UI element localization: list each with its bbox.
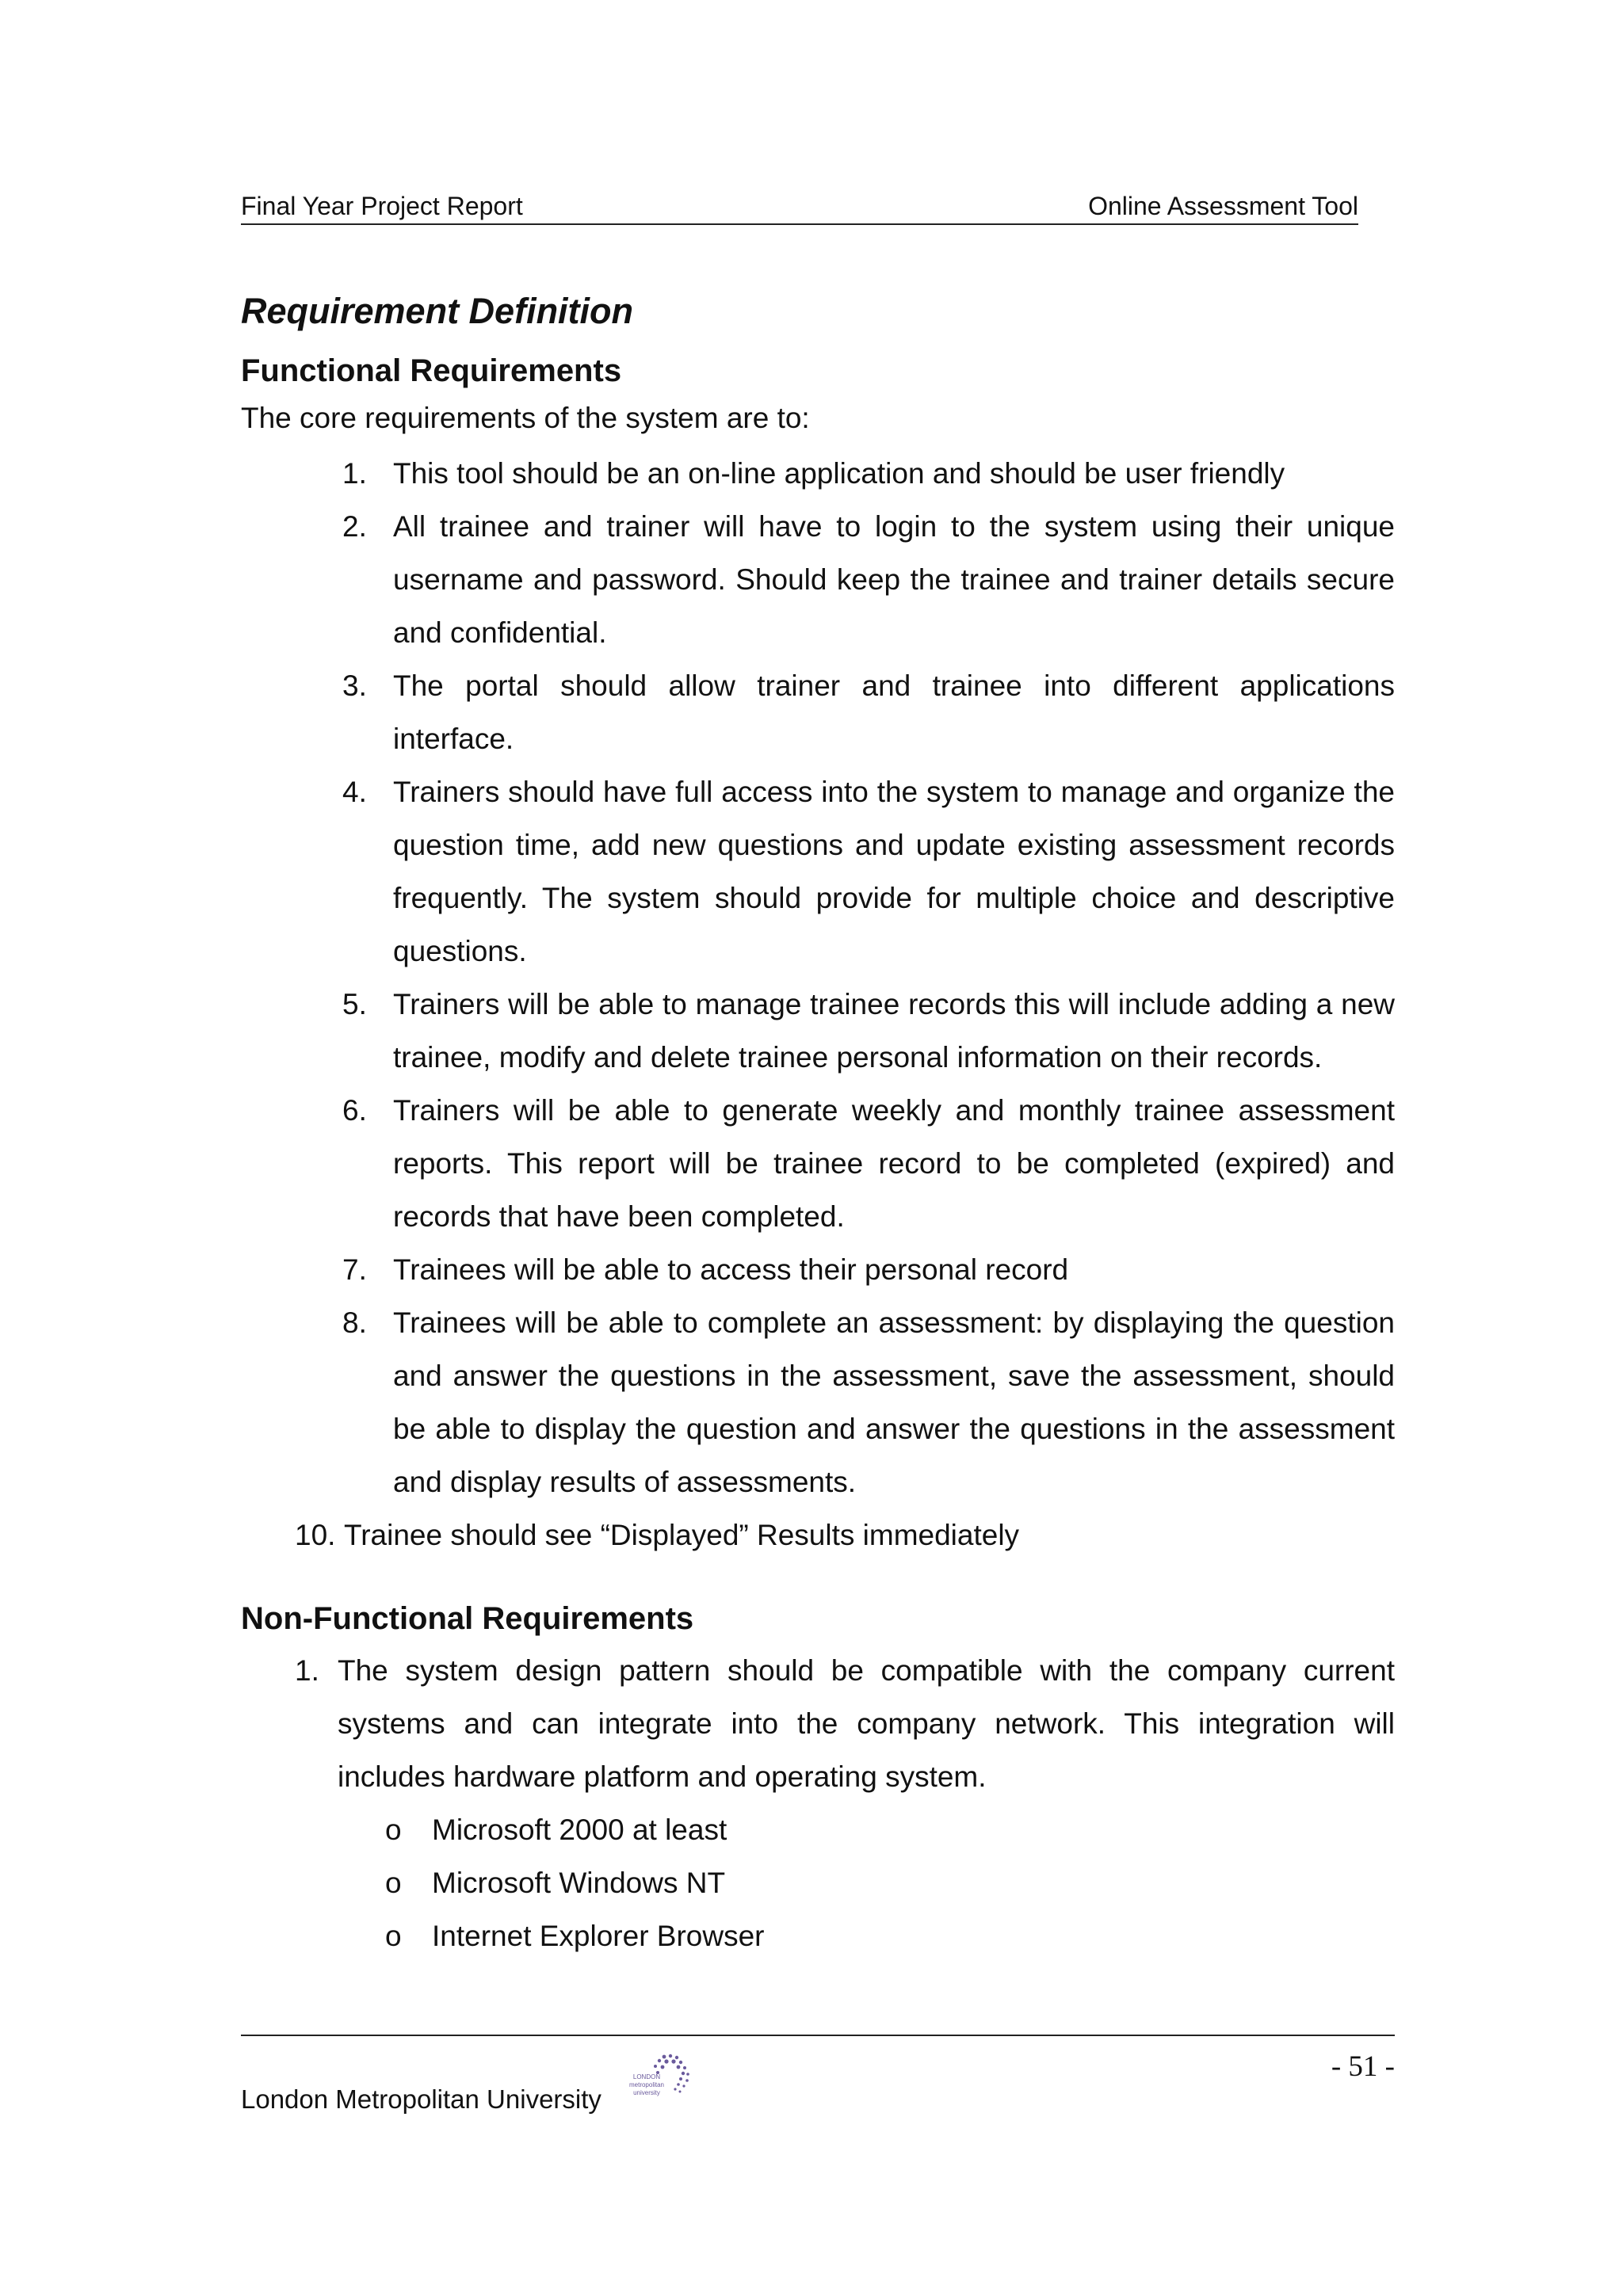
list-item-number: 3. — [342, 669, 367, 702]
list-item-text: All trainee and trainer will have to login to the system using their unique username and password. Should keep the trainee and trainer details secure and confidential. — [393, 510, 1395, 649]
list-item-number: 1. — [295, 1654, 319, 1687]
list-item-number: 8. — [342, 1306, 367, 1339]
functional-intro: The core requirements of the system are to: — [241, 402, 810, 434]
list-item-text: Trainees will be able to complete an assessment: by displaying the question and answer the questions in the assessment, save the assessment, should be able to display the question and answer the questions in the assessment and display results of assessments. — [393, 1306, 1395, 1498]
list-item-number: 1. — [342, 457, 367, 490]
list-item-number: 6. — [342, 1094, 367, 1127]
sublist-item — [241, 1909, 1395, 1962]
bullet-marker: o — [385, 1867, 402, 1899]
list-item-text: Trainee should see “Displayed” Results immediately — [344, 1519, 1020, 1551]
bullet-marker: o — [385, 1814, 402, 1846]
non-functional-requirements-title: Non-Functional Requirements — [241, 1601, 694, 1636]
list-item-number: 2. — [342, 510, 367, 543]
list-item-text: This tool should be an on-line application and should be user friendly — [393, 457, 1285, 490]
logo-text-university: university — [633, 2089, 660, 2096]
functional-requirements-list — [241, 447, 1395, 1562]
list-item-number: 10. — [295, 1519, 336, 1551]
list-item — [241, 1296, 1395, 1508]
section-title: Requirement Definition — [241, 291, 634, 331]
list-item-text: The system design pattern should be compatible with the company current systems and can integrate into the company network. This integration will includes hardware platform and operating system. — [338, 1654, 1395, 1793]
section-spacer — [241, 1562, 1395, 1593]
header-right-title: Online Assessment Tool — [1088, 192, 1358, 220]
sublist-item — [241, 1803, 1395, 1856]
list-item — [241, 1084, 1395, 1243]
non-functional-requirements-list — [241, 1644, 1395, 1803]
sublist-item-text: Microsoft 2000 at least — [432, 1814, 727, 1846]
list-item-number: 4. — [342, 776, 367, 808]
list-item-number: 7. — [342, 1253, 367, 1286]
bullet-marker: o — [385, 1920, 402, 1952]
list-item — [241, 978, 1395, 1084]
university-logo-icon — [610, 2052, 697, 2107]
list-item — [241, 1644, 1395, 1803]
sublist-item-text: Microsoft Windows NT — [432, 1867, 726, 1899]
header-left-title: Final Year Project Report — [241, 192, 523, 220]
footer-divider — [241, 2035, 1395, 2036]
list-item-text: Trainers will be able to manage trainee records this will include adding a new trainee, modify and delete trainee personal information on their records. — [393, 988, 1395, 1074]
footer-university-name: London Metropolitan University — [241, 2084, 601, 2114]
list-item — [241, 500, 1395, 659]
platform-sublist — [241, 1803, 1395, 1962]
list-item-text: The portal should allow trainer and trainee into different applications interface. — [393, 669, 1395, 755]
list-item-text: Trainers should have full access into the system to manage and organize the question time, add new questions and update existing assessment records frequently. The system should provide for multiple choice and descriptive questions. — [393, 776, 1395, 967]
list-item-number: 5. — [342, 988, 367, 1020]
logo-text-metropolitan: metropolitan — [628, 2081, 665, 2088]
logo-text-london: LONDON — [632, 2073, 661, 2081]
list-item — [241, 1508, 1395, 1562]
sublist-item-text: Internet Explorer Browser — [432, 1920, 765, 1952]
list-item — [241, 659, 1395, 765]
list-item — [241, 447, 1395, 500]
running-header — [241, 189, 1358, 225]
list-item-text: Trainees will be able to access their personal record — [393, 1253, 1069, 1286]
page-number: - 51 - — [1331, 2050, 1395, 2083]
sublist-item — [241, 1856, 1395, 1909]
list-item — [241, 1243, 1395, 1296]
list-item — [241, 765, 1395, 978]
list-item-text: Trainers will be able to generate weekly and monthly trainee assessment reports. This report will be trainee record to be completed (expired) and records that have been completed. — [393, 1094, 1395, 1233]
main-content — [241, 277, 1395, 1962]
functional-requirements-title: Functional Requirements — [241, 353, 622, 388]
